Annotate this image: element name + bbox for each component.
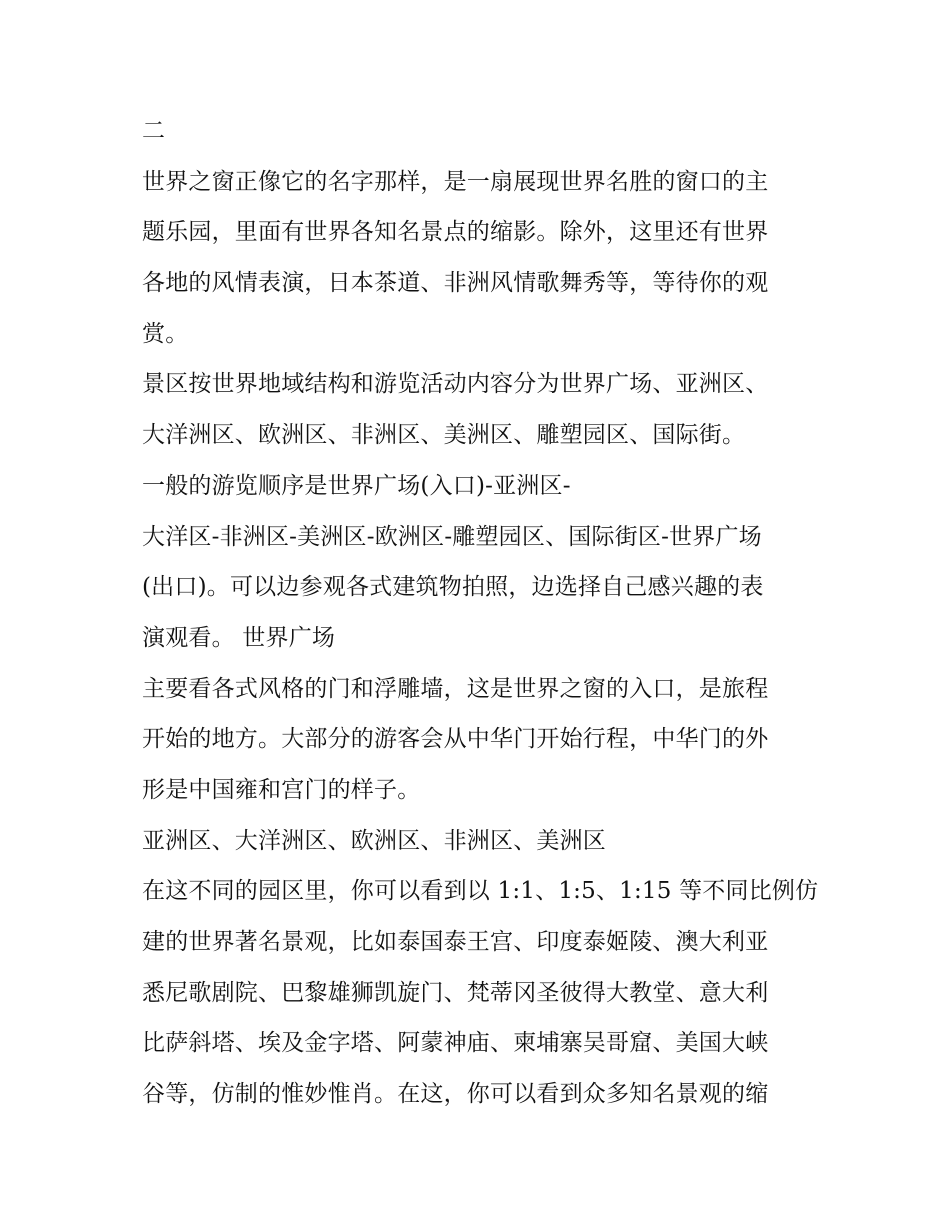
- text-line: 亚洲区、大洋洲区、欧洲区、非洲区、美洲区: [142, 827, 606, 854]
- text-line: 世界之窗正像它的名字那样，是一扇展现世界名胜的窗口的主: [142, 168, 769, 195]
- text-line: 形是中国雍和宫门的样子。: [142, 776, 421, 803]
- text-line: 各地的风情表演，日本茶道、非洲风情歌舞秀等，等待你的观: [142, 270, 769, 297]
- text-line: 一般的游览顺序是世界广场(入口)-亚洲区-: [142, 472, 571, 499]
- text-line: 主要看各式风格的门和浮雕墙，这是世界之窗的入口，是旅程: [142, 675, 769, 702]
- text-line: 题乐园，里面有世界各知名景点的缩影。除外，这里还有世界: [142, 219, 769, 246]
- text-line: 建的世界著名景观，比如泰国泰王宫、印度泰姬陵、澳大利亚: [142, 929, 769, 955]
- text-line: 在这不同的园区里，你可以看到以 1:1、1:5、1:15 等不同比例仿: [142, 878, 819, 905]
- text-line: 演观看。 世界广场: [142, 624, 336, 651]
- text-line: 悉尼歌剧院、巴黎雄狮凯旋门、梵蒂冈圣彼得大教堂、意大利: [142, 979, 769, 1006]
- text-line: 景区按世界地域结构和游览活动内容分为世界广场、亚洲区、: [142, 371, 769, 398]
- text-line: 大洋区-非洲区-美洲区-欧洲区-雕塑园区、国际街区-世界广场: [142, 523, 762, 550]
- document-body: [142, 106, 819, 1120]
- text-line: 谷等，仿制的惟妙惟肖。在这，你可以看到众多知名景观的缩: [142, 1081, 769, 1108]
- text-line: 比萨斜塔、埃及金字塔、阿蒙神庙、柬埔寨吴哥窟、美国大峡: [142, 1030, 769, 1057]
- section-heading: 二: [142, 118, 166, 144]
- text-line: 赏。: [142, 320, 189, 347]
- text-line: 大洋洲区、欧洲区、非洲区、美洲区、雕塑园区、国际街。: [142, 422, 746, 449]
- text-line: (出口)。可以边参观各式建筑物拍照，边选择自己感兴趣的表: [142, 574, 764, 601]
- text-line: 开始的地方。大部分的游客会从中华门开始行程，中华门的外: [142, 726, 769, 753]
